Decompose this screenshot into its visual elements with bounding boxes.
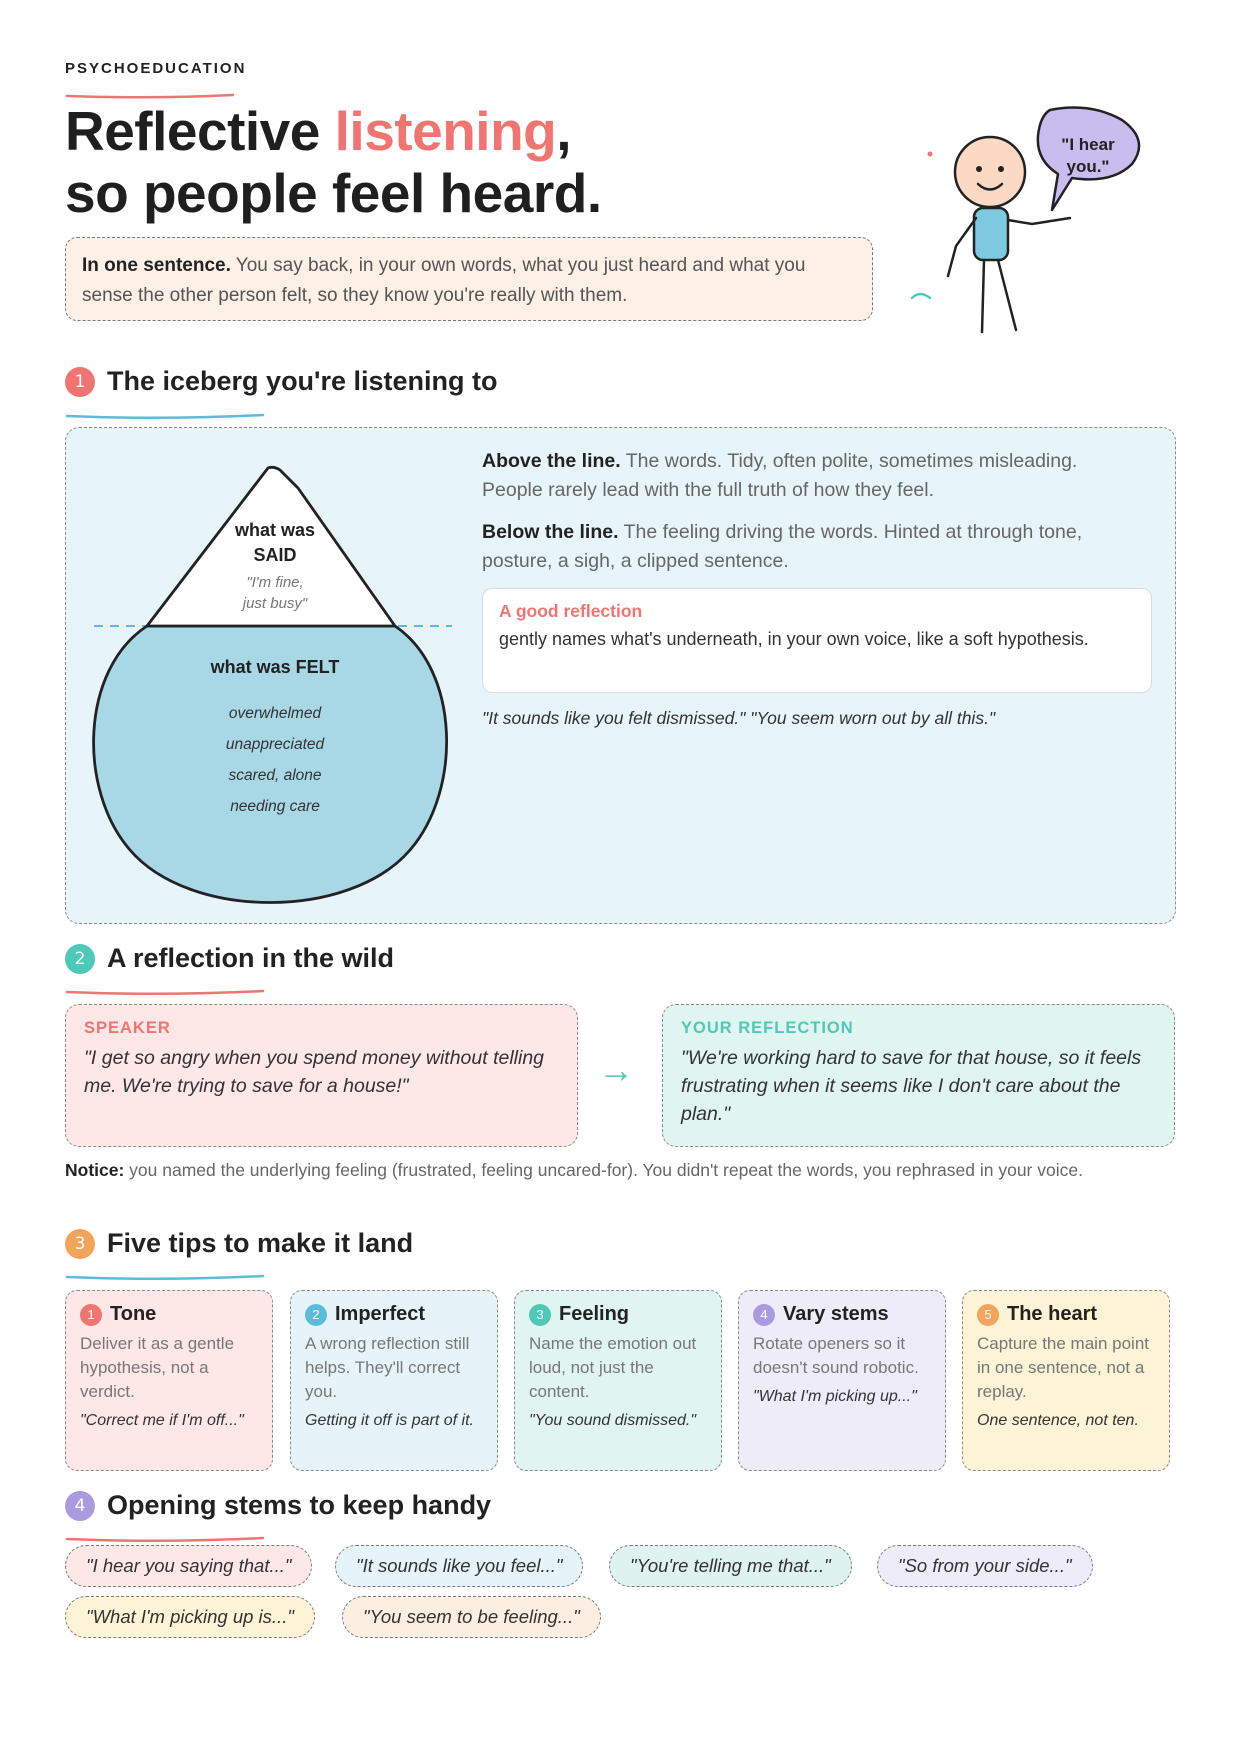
notice-text: you named the underlying feeling (frustrated, feeling uncared-for). You didn't repeat the words, you rephrased in your voice.	[124, 1160, 1083, 1180]
section-1-heading	[65, 366, 498, 397]
iceberg-said-quote	[190, 572, 360, 614]
arrow-right-icon: →	[598, 1049, 634, 1090]
said-label-line: SAID	[253, 545, 297, 565]
felt-item: overwhelmed	[228, 705, 322, 722]
iceberg-said-label	[190, 518, 360, 568]
felt-item: needing care	[230, 798, 320, 815]
kicker-underline	[65, 86, 235, 90]
iceberg-felt-list	[150, 698, 400, 822]
title-part: ,	[556, 100, 572, 162]
summary-lead: In one sentence.	[82, 255, 231, 276]
stem-pill: "You seem to be feeling..."	[342, 1596, 601, 1638]
below-line-paragraph	[482, 518, 1142, 576]
section-1-underline	[65, 407, 265, 425]
page-title	[65, 100, 602, 224]
notice-paragraph	[65, 1158, 1175, 1183]
card-title: A good reflection	[499, 601, 643, 621]
tip-body: Name the emotion out loud, not just the content.	[529, 1334, 697, 1401]
paragraph-text: The feeling driving the words. Hinted at through tone, posture, a sigh, a clipped sentence.	[482, 521, 1083, 572]
iceberg-diagram	[90, 460, 460, 910]
paragraph-lead: Below the line.	[482, 521, 619, 543]
notice-lead: Notice:	[65, 1160, 125, 1180]
tip-header	[753, 1303, 931, 1326]
listener-illustration	[900, 100, 1170, 340]
felt-item: scared, alone	[228, 767, 322, 784]
stem-pill: "What I'm picking up is..."	[65, 1596, 315, 1638]
tip-header	[305, 1303, 483, 1326]
tip-example: One sentence, not ten.	[977, 1412, 1139, 1429]
reflection-label: YOUR REFLECTION	[681, 1019, 854, 1037]
tip-example: Getting it off is part of it.	[305, 1412, 474, 1429]
tip-body: A wrong reflection still helps. They'll correct you.	[305, 1334, 470, 1401]
tip-header	[80, 1303, 258, 1326]
stem-pill: "It sounds like you feel..."	[335, 1545, 583, 1587]
section-title: The iceberg you're listening to	[107, 366, 498, 396]
stem-pill: "I hear you saying that..."	[65, 1545, 312, 1587]
tip-title: Tone	[110, 1303, 157, 1325]
tip-example: "Correct me if I'm off..."	[80, 1412, 244, 1429]
tip-example: "What I'm picking up..."	[753, 1388, 917, 1405]
reflection-card	[662, 1004, 1175, 1147]
tip-title: Vary stems	[783, 1303, 889, 1325]
tip-title: The heart	[1007, 1303, 1098, 1325]
tip-card	[514, 1290, 722, 1471]
tip-title: Feeling	[559, 1303, 630, 1325]
stem-pill: "You're telling me that..."	[609, 1545, 852, 1587]
card-text: gently names what's underneath, in your own voice, like a soft hypothesis.	[499, 629, 1089, 649]
summary-text: You say back, in your own words, what you just heard and what you sense the other person felt, so they know you're really with them.	[82, 255, 806, 306]
tip-header	[977, 1303, 1155, 1326]
reflection-examples: "It sounds like you felt dismissed." "You seem worn out by all this."	[482, 708, 996, 728]
section-number-badge: 2	[65, 944, 95, 974]
summary-box	[65, 237, 873, 321]
tip-number-badge: 4	[753, 1304, 775, 1326]
title-part: Reflective	[65, 100, 335, 162]
tip-card	[962, 1290, 1170, 1471]
speaker-card	[65, 1004, 578, 1147]
section-2-heading	[65, 943, 394, 974]
iceberg-felt-label: what was FELT	[210, 657, 340, 677]
good-reflection-card	[482, 588, 1152, 693]
tip-body: Rotate openers so it doesn't sound robotic.	[753, 1334, 919, 1377]
said-quote-line: just busy"	[242, 595, 308, 612]
speaker-label: SPEAKER	[84, 1019, 171, 1037]
stem-pill: "So from your side..."	[877, 1545, 1093, 1587]
speech-bubble-text: "I hear you."	[1061, 135, 1115, 176]
said-label-line: what was	[234, 520, 316, 540]
title-line-2: so people feel heard.	[65, 162, 602, 224]
section-number-badge: 1	[65, 367, 95, 397]
section-title: Five tips to make it land	[107, 1228, 414, 1258]
speaker-quote: "I get so angry when you spend money without telling me. We're trying to save for a house!"	[84, 1047, 545, 1097]
said-quote-line: "I'm fine,	[246, 574, 304, 591]
tip-title: Imperfect	[335, 1303, 426, 1325]
tip-number-badge: 1	[80, 1304, 102, 1326]
section-number-badge: 4	[65, 1491, 95, 1521]
tip-body: Deliver it as a gentle hypothesis, not a verdict.	[80, 1334, 235, 1401]
tip-card	[65, 1290, 273, 1471]
tip-number-badge: 5	[977, 1304, 999, 1326]
section-3-heading	[65, 1228, 413, 1259]
tip-body: Capture the main point in one sentence, not a replay.	[977, 1334, 1149, 1401]
title-accent-word: listening	[334, 100, 557, 162]
felt-item: unappreciated	[225, 736, 325, 753]
tip-number-badge: 3	[529, 1304, 551, 1326]
section-title: Opening stems to keep handy	[107, 1490, 492, 1520]
section-4-heading	[65, 1490, 491, 1521]
paragraph-lead: Above the line.	[482, 450, 621, 472]
paragraph-text: The words. Tidy, often polite, sometimes misleading. People rarely lead with the full truth of how they feel.	[482, 450, 1078, 501]
kicker-label: PSYCHOEDUCATION	[65, 60, 247, 77]
section-title: A reflection in the wild	[107, 943, 395, 973]
tip-example: "You sound dismissed."	[529, 1412, 697, 1429]
above-line-paragraph	[482, 447, 1142, 505]
tip-card	[738, 1290, 946, 1471]
tip-card	[290, 1290, 498, 1471]
tip-header	[529, 1303, 707, 1326]
reflection-quote: "We're working hard to save for that house, so it feels frustrating when it seems like I don't care about the plan."	[681, 1047, 1142, 1125]
tip-number-badge: 2	[305, 1304, 327, 1326]
section-3-underline	[65, 1268, 265, 1286]
section-2-underline	[65, 983, 265, 1001]
section-number-badge: 3	[65, 1229, 95, 1259]
